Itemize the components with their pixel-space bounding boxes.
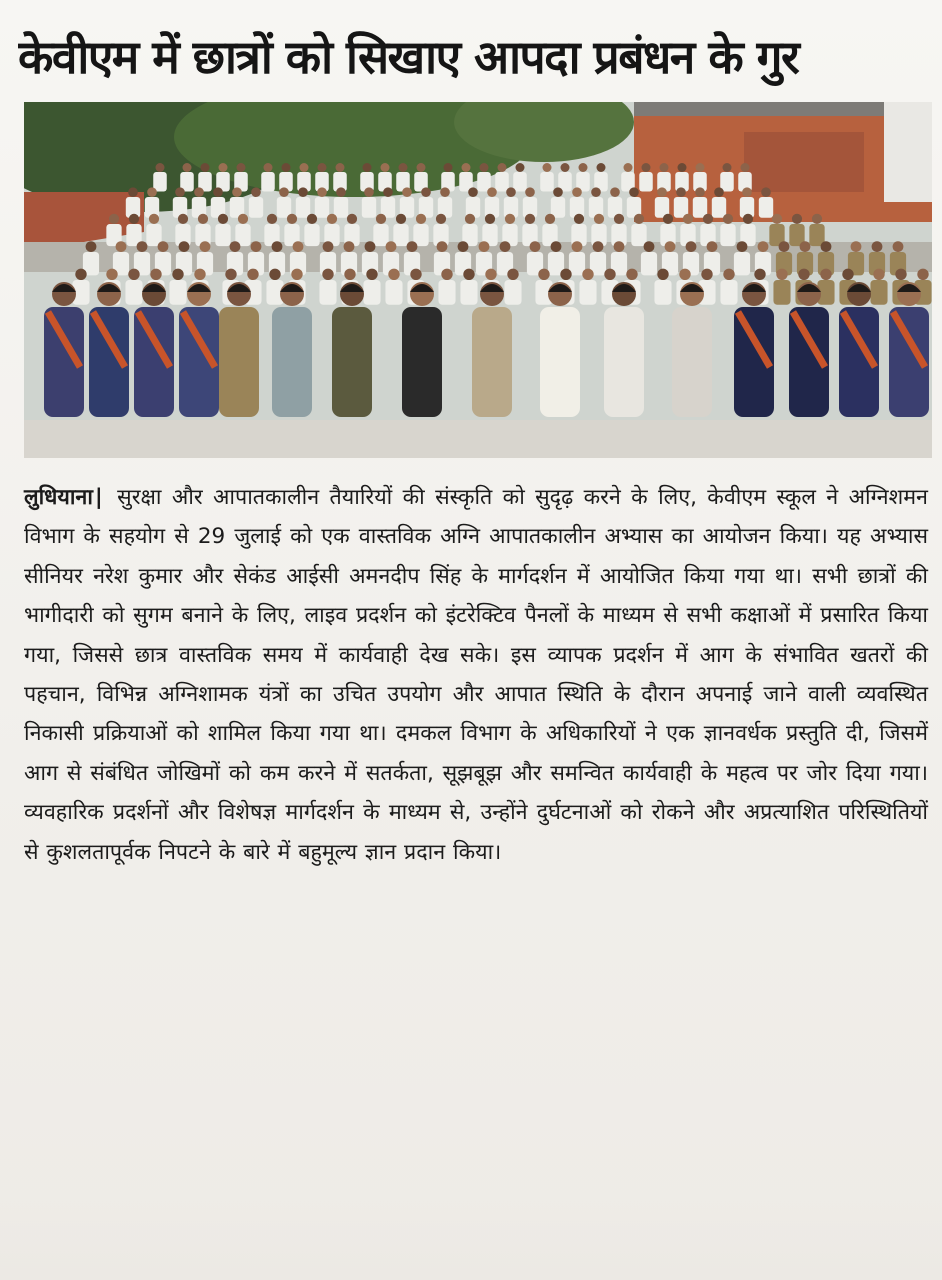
headline: केवीएम में छात्रों को सिखाए आपदा प्रबंधन के गुर xyxy=(18,30,799,84)
article-text: सुरक्षा और आपातकालीन तैयारियों की संस्कृति को सुदृढ़ करने के लिए, केवीएम स्कूल ने अग्निशमन विभाग के सहयोग से 29 जुलाई को एक वास्तविक अग्नि आपातकालीन अभ्यास का आयोजन किया। यह अभ्यास सीनियर नरेश कुमार और सेकंड आईसी अमनदीप सिंह के मार्गदर्शन में आयोजित किया गया था। सभी छात्रों की भागीदारी को सुगम बनाने के लिए, लाइव प्रदर्शन को इंटरेक्टिव पैनलों के माध्यम से सभी कक्षाओं में प्रसारित किया गया, जिससे छात्र वास्तविक समय में कार्यवाही देख सके। इस व्यापक प्रदर्शन में आग के संभावित खतरों की पहचान, विभिन्न अग्निशामक यंत्रों का उचित उपयोग और आपात स्थिति के दौरान अपनाई जाने वाली व्यवस्थित निकासी प्रक्रियाओं को शामिल किया गया था। दमकल विभाग के अधिकारियों ने एक ज्ञानवर्धक प्रस्तुति दी, जिसमें आग से संबंधित जोखिमों को कम करने में सतर्कता, सूझबूझ और समन्वित कार्यवाही के महत्व पर जोर दिया गया। व्यवहारिक प्रदर्शनों और विशेषज्ञ मार्गदर्शन के माध्यम से, उन्होंने दुर्घटनाओं को रोकने और अप्रत्याशित परिस्थितियों से कुशलतापूर्वक निपटने के बारे में बहुमूल्य ज्ञान प्रदान किया। xyxy=(24,485,928,865)
article-body xyxy=(24,478,928,872)
group-photo-illustration xyxy=(24,102,932,458)
dateline-separator: | xyxy=(94,485,103,510)
group-photo xyxy=(24,102,932,458)
dateline: लुधियाना xyxy=(24,485,93,510)
paper-edge xyxy=(0,1200,942,1280)
